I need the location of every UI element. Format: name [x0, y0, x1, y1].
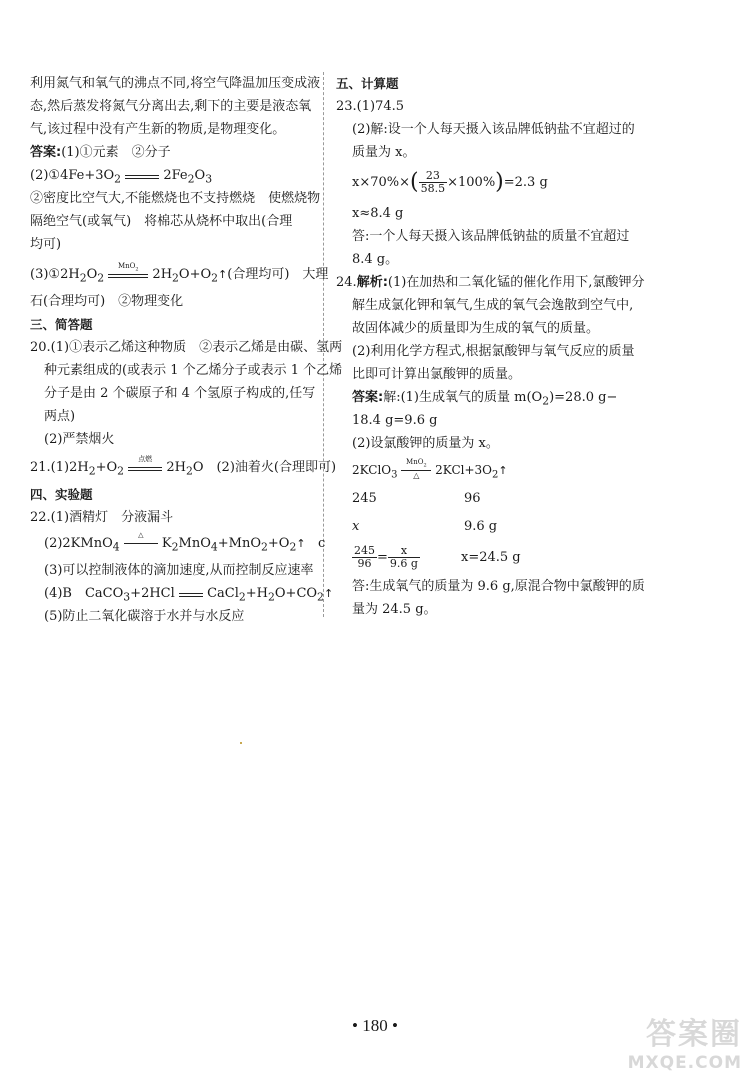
section-3-heading: 三、简答题	[30, 317, 93, 332]
speck	[240, 742, 242, 744]
q20-line-3: 分子是由 2 个碳原子和 4 个氢原子构成的,任写	[44, 386, 316, 401]
q20-line-5: (2)严禁烟火	[44, 432, 115, 447]
q24-line-2: 解生成氯化钾和氧气,生成的氧气会逸散到空气中,	[352, 298, 634, 313]
answer-3-equation: $(3)①2H_2O_2$ MnO$_2$ $2H_2O+O_2↑$(合理均可) 大理	[30, 261, 329, 285]
fraction: $\frac{23}{58.5}$	[420, 169, 446, 195]
left-column	[30, 72, 343, 628]
q24-equation: 2KClO$_3$ MnO$_2$ △ $2KCl+3O_2↑$	[352, 457, 508, 481]
page-number: • 180 •	[352, 1016, 398, 1035]
q23-line-2: (2)解:设一个人每天摄入该品牌低钠盐不宜超过的	[352, 122, 635, 137]
q24-answer-1: 答案:解:(1)生成氧气的质量 $m(O_2)=28.0$ g−	[352, 390, 618, 408]
watermark-logo-url: MXQE.COM	[627, 1053, 742, 1073]
q24-final-2: 量为 24.5 g。	[352, 602, 437, 617]
left-line-3: 气,该过程中没有产生新的物质,是物理变化。	[30, 122, 286, 137]
section-5-heading: 五、计算题	[336, 76, 399, 91]
answer-3-line-2: 石(合理均可) ②物理变化	[30, 294, 184, 309]
q24-line-1: 24.解析:(1)在加热和二氧化锰的催化作用下,氯酸钾分	[336, 275, 645, 290]
q24-mass-row: 245 96	[352, 491, 481, 506]
q24-answer-2: 18.4 g=9.6 g	[352, 413, 438, 428]
q23-answer-1: 答:一个人每天摄入该品牌低钠盐的质量不宜超过	[352, 229, 630, 244]
left-line-2: 态,然后蒸发将氮气分离出去,剩下的主要是液态氧	[30, 99, 312, 114]
q22-line-5: (5)防止二氧化碳溶于水并与水反应	[44, 609, 245, 624]
answer-2-line-3: 隔绝空气(或氧气) 将棉芯从烧杯中取出(合理	[30, 214, 293, 229]
gas-up-arrow-icon: ↑	[323, 587, 334, 600]
q24-answer-3: (2)设氯酸钾的质量为 x。	[352, 436, 499, 451]
q22-equation-4: (4)B CaCO$_3$+2HCl $CaCl_2+H_2O+CO_2↑$	[44, 586, 334, 604]
q24-unknown-row: x 9.6 g	[352, 519, 498, 534]
q22-line-1: 22.(1)酒精灯 分液漏斗	[30, 510, 174, 525]
equation-arrow: MnO$_2$	[108, 269, 148, 281]
watermark-logo-text: 答案圈	[646, 1017, 742, 1052]
q24-line-5: 比即可计算出氯酸钾的质量。	[352, 367, 522, 382]
watermark-logo	[592, 1017, 742, 1082]
q24-proportion: $\frac{245}{96}$ = $\frac{x}{9.6 g}$ x=24.5 g	[354, 544, 521, 570]
answer-1-line: 答案:(1)①元素 ②分子	[30, 145, 171, 160]
q22-line-3: (3)可以控制液体的滴加速度,从而控制反应速率	[44, 563, 314, 578]
equation-arrow: △	[124, 538, 158, 550]
q23-approx: x≈8.4 g	[352, 206, 404, 221]
equation-arrow: MnO$_2$ △	[401, 465, 431, 477]
q20-line-4: 两点)	[44, 409, 76, 424]
answer-2-line-2: ②密度比空气大,不能燃烧也不支持燃烧 使燃烧物	[30, 191, 321, 206]
q20-line-1: 20.(1)①表示乙烯这种物质 ②表示乙烯是由碳、氢两	[30, 340, 343, 355]
gas-up-arrow-icon: ↑	[218, 268, 228, 281]
equation-arrow	[179, 588, 203, 600]
gas-up-arrow-icon: ↑	[296, 537, 306, 550]
answer-label: 答案:	[30, 145, 62, 160]
q23-equation: x×70%×( $\frac{23}{58.5}$ ×100%)=2.3 g	[352, 169, 548, 195]
left-line-1: 利用氮气和氧气的沸点不同,将空气降温加压变成液	[30, 76, 321, 91]
q21-equation: $21.(1)2H_2+O_2$ 点燃 $2H_2O$ (2)油着火(合理即可)	[30, 454, 337, 478]
equation-arrow	[125, 170, 159, 182]
fraction: $\frac{245}{96}$	[354, 544, 375, 570]
right-column	[336, 72, 722, 621]
equation-arrow: 点燃	[128, 462, 162, 474]
q23-answer-2: 8.4 g。	[352, 252, 399, 267]
answer-2-equation: $(2)①4Fe+3O_2$ $2Fe_2O_3$	[30, 168, 213, 186]
fraction: $\frac{x}{9.6 g}$	[389, 544, 418, 570]
q22-equation-2: (2)2KMnO$_4$ △ $K_2MnO_4+MnO_2+O_2↑$ c	[44, 530, 326, 554]
q24-line-3: 故固体减少的质量即为生成的氧气的质量。	[352, 321, 600, 336]
q24-final-1: 答:生成氧气的质量为 9.6 g,原混合物中氯酸钾的质	[352, 579, 645, 594]
q20-line-2: 种元素组成的(或表示 1 个乙烯分子或表示 1 个乙烯	[44, 363, 343, 378]
section-4-heading: 四、实验题	[30, 487, 93, 502]
answer-2-line-4: 均可)	[30, 237, 62, 252]
q24-line-4: (2)利用化学方程式,根据氯酸钾与氧气反应的质量	[352, 344, 635, 359]
q23-line-3: 质量为 x。	[352, 145, 416, 160]
q23-line-1: 23.(1)74.5	[336, 99, 405, 114]
gas-up-arrow-icon: ↑	[498, 464, 508, 477]
